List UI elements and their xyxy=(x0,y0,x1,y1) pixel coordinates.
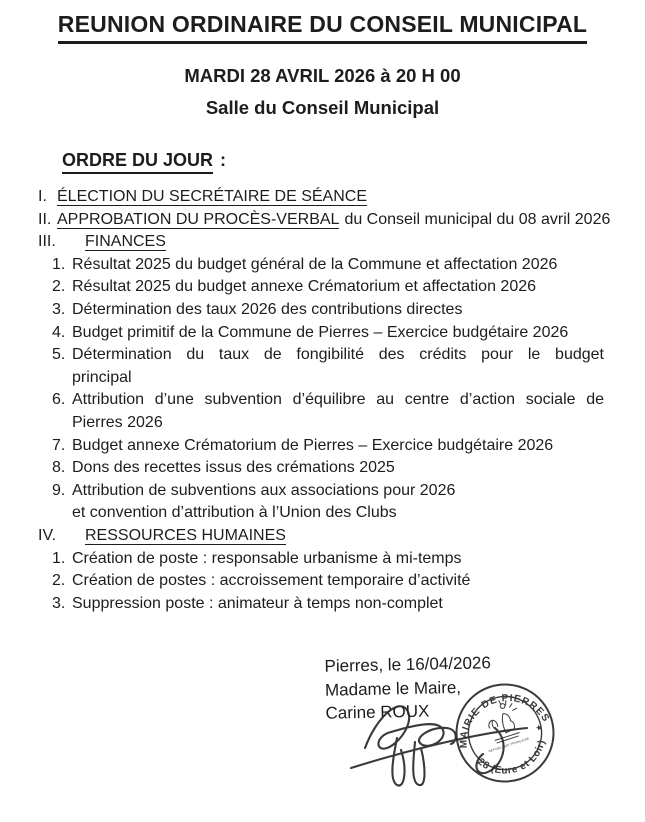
agenda-item-number: 6. xyxy=(52,391,66,409)
agenda-item-continuation xyxy=(52,367,604,390)
agenda-heading-colon: : xyxy=(220,150,227,170)
handwritten-signature xyxy=(345,688,555,793)
session-datetime: MARDI 28 AVRIL 2026 à 20 H 00 xyxy=(184,65,461,86)
agenda-section-numeral: IV. xyxy=(38,526,57,544)
agenda-item xyxy=(52,457,604,480)
stamp-star-icon: ★ xyxy=(534,722,544,734)
agenda-section-heading: APPROBATION DU PROCÈS-VERBAL xyxy=(57,210,340,228)
document-title: REUNION ORDINAIRE DU CONSEIL MUNICIPAL xyxy=(58,11,587,44)
signature-title: Madame le Maire, xyxy=(324,677,462,700)
agenda-item-number: 8. xyxy=(52,459,66,477)
signature-place-date: Pierres, le 16/04/2026 xyxy=(324,653,492,676)
agenda-item-text: Création de postes : accroissement temporaire d’activité xyxy=(72,572,471,590)
agenda-item-text: Suppression poste : animateur à temps non-complet xyxy=(72,594,443,612)
agenda-item-number xyxy=(52,502,72,525)
agenda-item-text: principal xyxy=(72,368,132,386)
agenda-item-number: 1. xyxy=(52,255,66,273)
title-row xyxy=(0,11,645,44)
session-info xyxy=(0,60,645,124)
agenda-section-heading: RESSOURCES HUMAINES xyxy=(85,526,286,544)
agenda-item-text: et convention d’attribution à l’Union des Clubs xyxy=(72,504,397,522)
agenda-section xyxy=(38,209,611,232)
signature-name: Carine ROUX xyxy=(325,701,430,723)
agenda-item xyxy=(52,276,604,299)
stamp-center-caption: RÉPUBLIQUE FRANÇAISE xyxy=(488,736,530,754)
agenda-item xyxy=(52,548,604,571)
agenda-item-text: Attribution d’une subvention d’équilibre au centre d’action sociale de xyxy=(72,391,604,409)
agenda-item-text: Résultat 2025 du budget annexe Crématorium et affectation 2026 xyxy=(72,278,537,296)
agenda-section-suffix: du Conseil municipal du 08 avril 2026 xyxy=(344,210,611,228)
agenda-item xyxy=(52,299,604,322)
agenda-section xyxy=(38,525,604,548)
agenda-item-number xyxy=(52,412,72,435)
agenda-item-text: Attribution de subventions aux associations pour 2026 xyxy=(72,481,456,499)
agenda-item-number: 3. xyxy=(52,300,66,318)
agenda-item-number: 2. xyxy=(52,572,66,590)
agenda-heading-label: ORDRE DU JOUR xyxy=(62,150,213,174)
agenda-item-number: 7. xyxy=(52,436,66,454)
agenda-section xyxy=(38,186,604,209)
agenda-item xyxy=(52,254,604,277)
agenda-item-number: 2. xyxy=(52,278,66,296)
session-location: Salle du Conseil Municipal xyxy=(205,97,440,118)
agenda-heading xyxy=(62,150,226,171)
agenda-item-number xyxy=(52,367,72,390)
agenda-item-continuation xyxy=(52,412,604,435)
agenda-item-number: 5. xyxy=(52,346,66,364)
agenda-item xyxy=(52,344,604,367)
agenda-section-numeral: I. xyxy=(38,188,47,205)
agenda-section-numeral: II. xyxy=(38,210,52,228)
agenda-item-text: Budget annexe Crématorium de Pierres – Exercice budgétaire 2026 xyxy=(72,436,554,454)
agenda-item-number: 1. xyxy=(52,549,66,567)
agenda-section-heading: FINANCES xyxy=(85,233,166,251)
agenda-item xyxy=(52,435,604,458)
agenda-item-number: 3. xyxy=(52,594,66,612)
agenda-item xyxy=(52,322,604,345)
agenda-section xyxy=(38,231,604,254)
agenda-item-text: Résultat 2025 du budget général de la Commune et affectation 2026 xyxy=(72,255,558,273)
stamp-arc-top-text: MAIRIE DE PIERRES xyxy=(458,692,552,749)
agenda-item-text: Détermination du taux de fongibilité des crédits pour le budget xyxy=(72,346,604,364)
agenda-list xyxy=(38,186,611,615)
agenda-section-numeral: III. xyxy=(38,233,56,251)
agenda-item-number: 4. xyxy=(52,323,66,341)
agenda-item xyxy=(52,593,604,616)
agenda-item-continuation xyxy=(52,502,604,525)
agenda-item xyxy=(52,570,604,593)
agenda-item-text: Détermination des taux 2026 des contributions directes xyxy=(72,300,463,318)
agenda-item-number: 9. xyxy=(52,481,66,499)
agenda-item-text: Pierres 2026 xyxy=(72,413,163,431)
agenda-section-heading: ÉLECTION DU SECRÉTAIRE DE SÉANCE xyxy=(57,188,367,205)
agenda-item-text: Création de poste : responsable urbanisme à mi-temps xyxy=(72,549,462,567)
agenda-item xyxy=(52,480,604,503)
agenda-item-text: Dons des recettes issus des crémations 2025 xyxy=(72,459,395,477)
agenda-item-text: Budget primitif de la Commune de Pierres – Exercice budgétaire 2026 xyxy=(72,323,569,341)
stamp-arc-bottom-text: 28 (Eure et Loir) xyxy=(475,738,548,777)
agenda-item xyxy=(52,389,604,412)
